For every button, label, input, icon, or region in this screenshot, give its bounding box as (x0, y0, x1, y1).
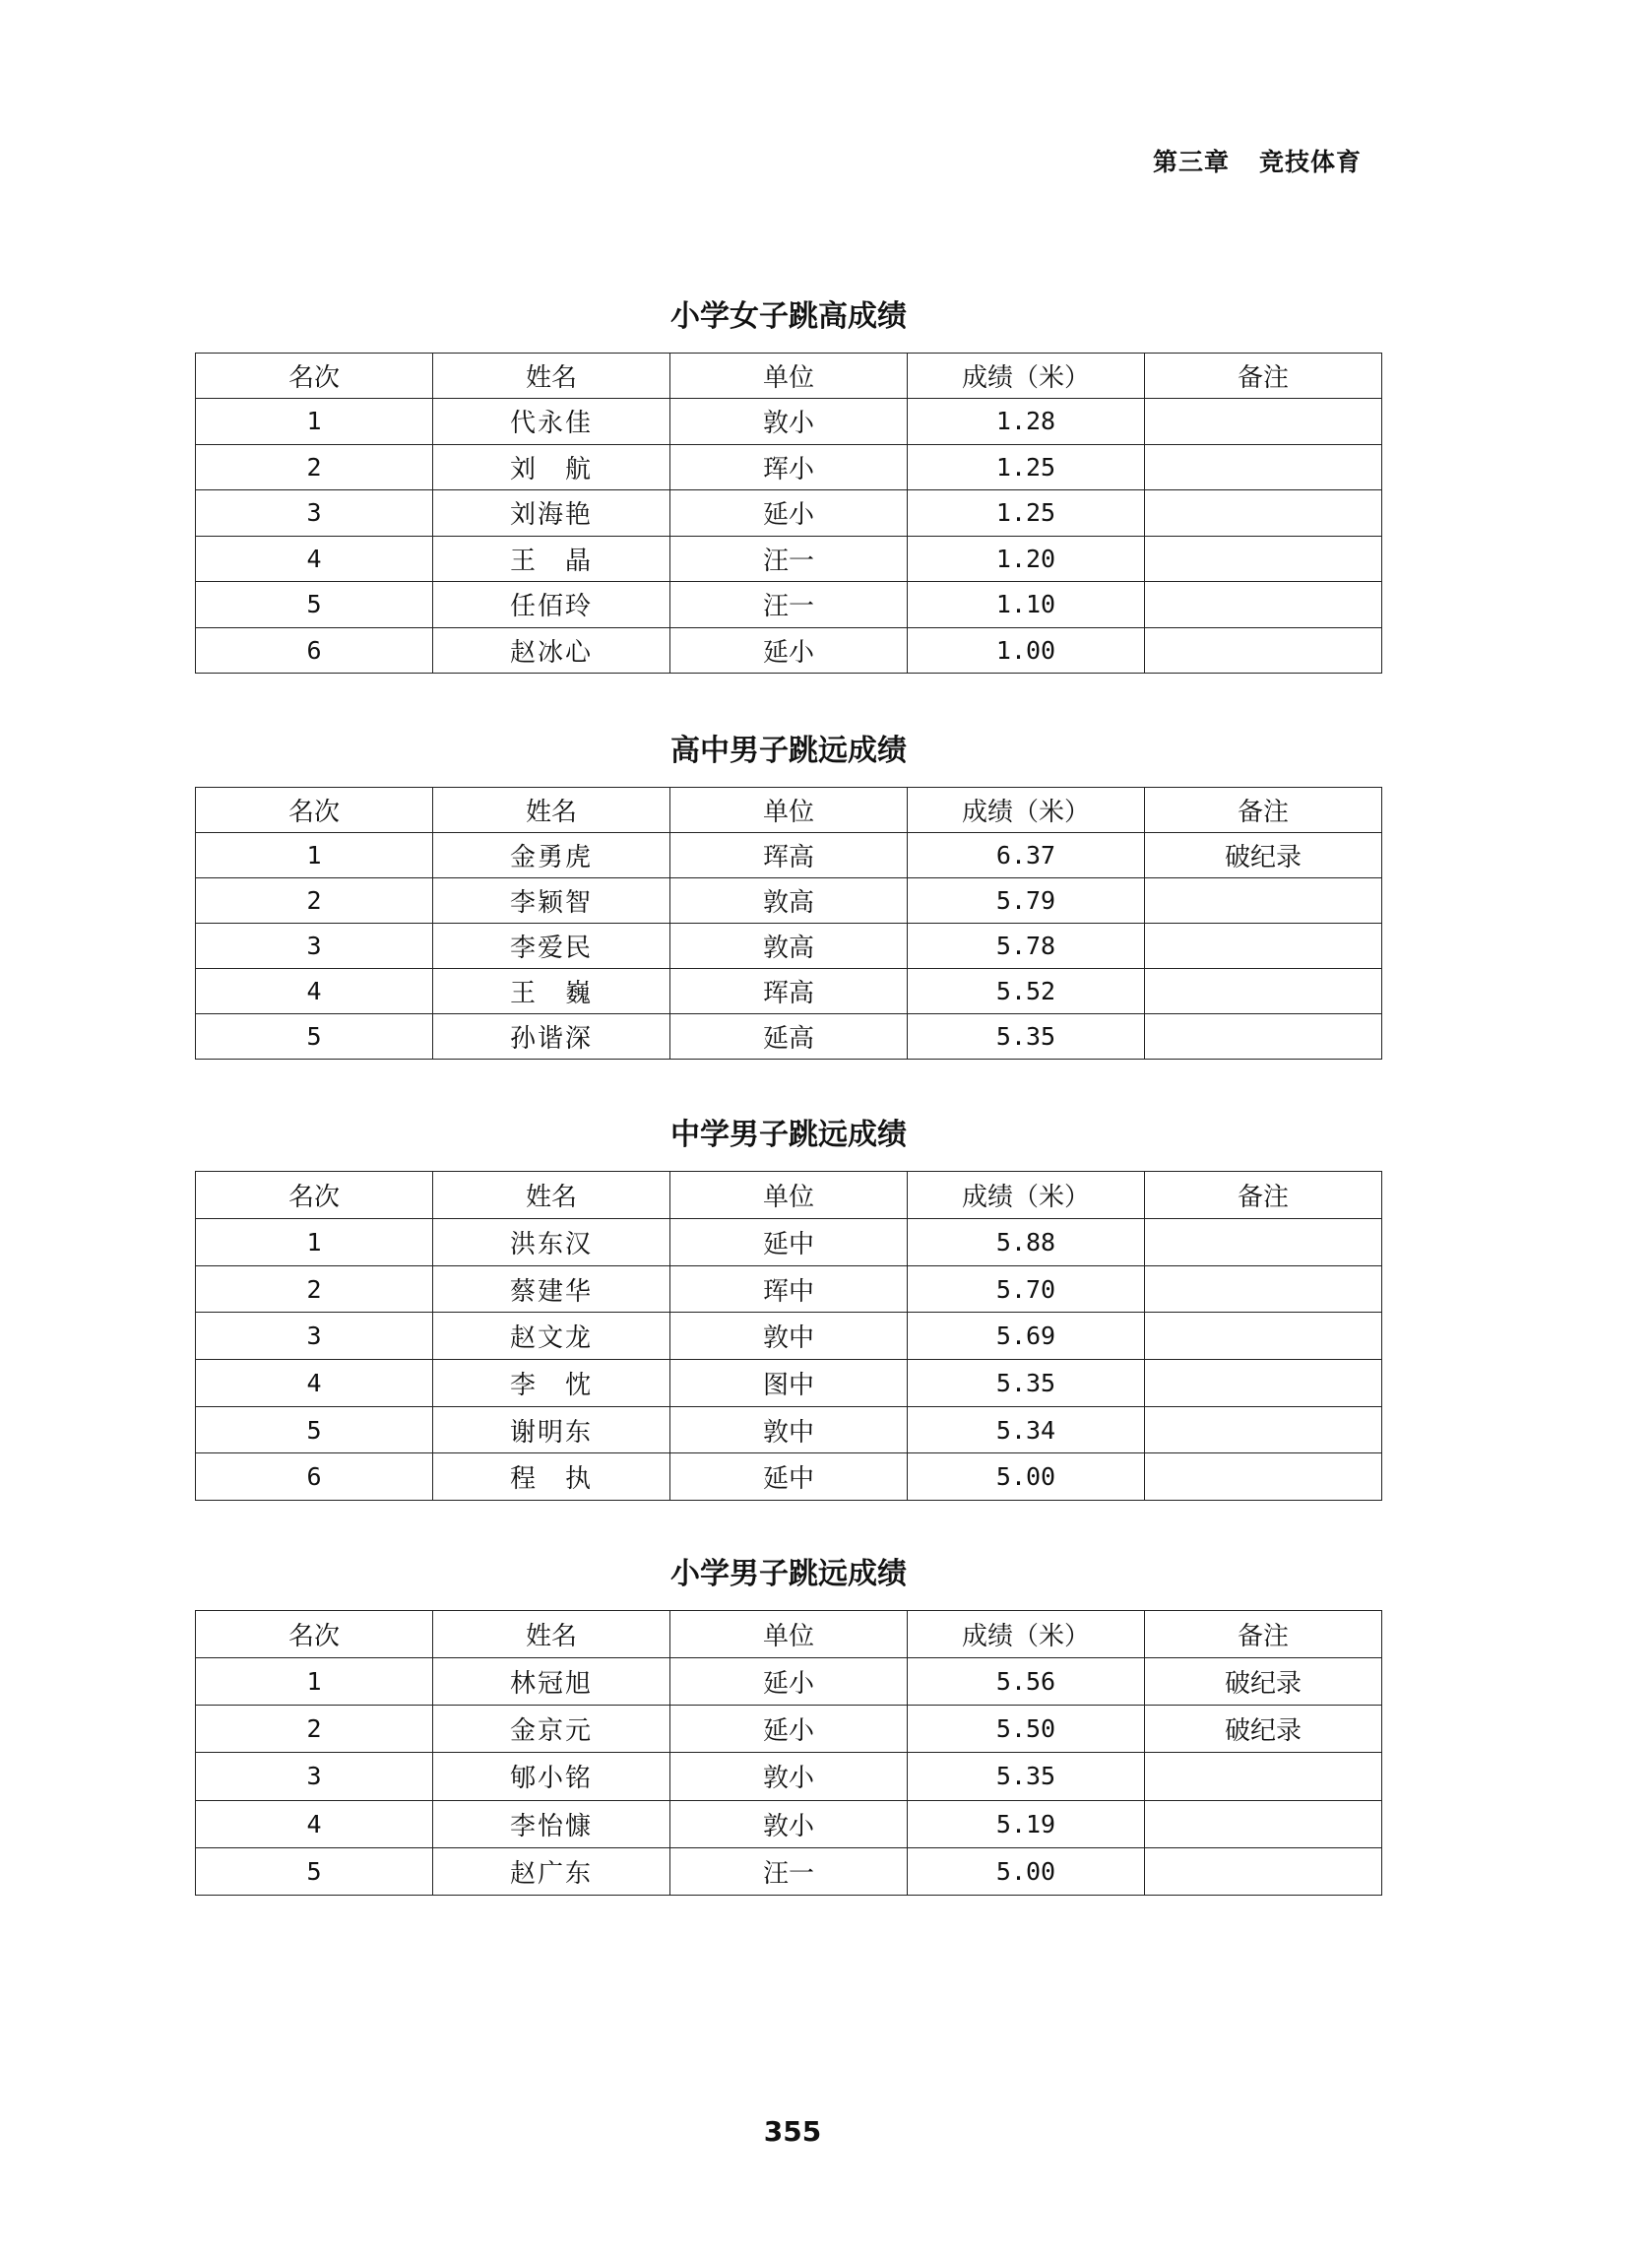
rank-cell: 2 (196, 1265, 433, 1313)
rank-cell: 4 (196, 969, 433, 1014)
unit-cell: 延小 (670, 627, 908, 674)
note-cell (1145, 1453, 1382, 1501)
table-row (196, 1706, 1382, 1753)
note-cell (1145, 1360, 1382, 1407)
column-header: 姓名 (433, 1172, 670, 1219)
column-header: 成绩（米） (908, 1172, 1145, 1219)
table-row (196, 582, 1382, 628)
note-cell (1145, 1265, 1382, 1313)
rank-cell: 3 (196, 924, 433, 969)
unit-cell: 延中 (670, 1219, 908, 1266)
name-cell: 谢明东 (433, 1406, 670, 1453)
rank-cell: 5 (196, 1406, 433, 1453)
rank-cell: 3 (196, 1313, 433, 1360)
table-row (196, 1800, 1382, 1847)
unit-cell: 敦小 (670, 399, 908, 445)
column-header: 单位 (670, 1611, 908, 1658)
chapter-label: 第三章 (1152, 148, 1230, 176)
table-row (196, 399, 1382, 445)
rank-cell: 2 (196, 878, 433, 924)
name-cell: 金京元 (433, 1706, 670, 1753)
table-title: 小学男子跳远成绩 (670, 1557, 907, 1591)
name-cell: 刘海艳 (433, 490, 670, 537)
page-number: 355 (763, 2115, 822, 2148)
result-cell: 1.25 (908, 490, 1145, 537)
unit-cell: 延小 (670, 1658, 908, 1706)
note-cell (1145, 969, 1382, 1014)
rank-cell: 4 (196, 536, 433, 582)
table-row (196, 490, 1382, 537)
result-cell: 1.10 (908, 582, 1145, 628)
rank-cell: 1 (196, 1658, 433, 1706)
name-cell: 孙谐深 (433, 1014, 670, 1060)
result-cell: 5.35 (908, 1014, 1145, 1060)
name-cell: 李颖智 (433, 878, 670, 924)
table-title: 中学男子跳远成绩 (670, 1118, 907, 1152)
note-cell (1145, 536, 1382, 582)
column-header: 备注 (1145, 788, 1382, 833)
result-cell: 5.50 (908, 1706, 1145, 1753)
name-cell: 林冠旭 (433, 1658, 670, 1706)
note-cell: 破纪录 (1145, 1658, 1382, 1706)
table-section (195, 295, 1382, 674)
note-cell (1145, 1219, 1382, 1266)
results-table (195, 787, 1382, 1060)
running-header (1153, 143, 1362, 178)
result-cell: 5.69 (908, 1313, 1145, 1360)
result-cell: 5.78 (908, 924, 1145, 969)
results-table (195, 1610, 1382, 1896)
table-row (196, 1219, 1382, 1266)
column-header: 名次 (196, 788, 433, 833)
rank-cell: 2 (196, 1706, 433, 1753)
unit-cell: 珲中 (670, 1265, 908, 1313)
column-header: 备注 (1145, 1611, 1382, 1658)
name-cell: 李爱民 (433, 924, 670, 969)
rank-cell: 2 (196, 444, 433, 490)
name-cell: 李怡慷 (433, 1800, 670, 1847)
unit-cell: 珲高 (670, 969, 908, 1014)
name-cell: 金勇虎 (433, 833, 670, 878)
unit-cell: 敦中 (670, 1406, 908, 1453)
rank-cell: 6 (196, 627, 433, 674)
result-cell: 5.56 (908, 1658, 1145, 1706)
table-row (196, 1847, 1382, 1895)
column-header: 备注 (1145, 354, 1382, 399)
note-cell (1145, 582, 1382, 628)
results-table (195, 353, 1382, 674)
name-cell: 任佰玲 (433, 582, 670, 628)
table-row (196, 924, 1382, 969)
result-cell: 5.52 (908, 969, 1145, 1014)
name-cell: 赵广东 (433, 1847, 670, 1895)
note-cell (1145, 627, 1382, 674)
table-header-row (196, 788, 1382, 833)
unit-cell: 汪一 (670, 1847, 908, 1895)
table-row (196, 1014, 1382, 1060)
name-cell: 程 执 (433, 1453, 670, 1501)
rank-cell: 1 (196, 399, 433, 445)
result-cell: 5.00 (908, 1453, 1145, 1501)
table-row (196, 536, 1382, 582)
rank-cell: 3 (196, 490, 433, 537)
result-cell: 5.35 (908, 1360, 1145, 1407)
name-cell: 郇小铭 (433, 1753, 670, 1800)
unit-cell: 汪一 (670, 582, 908, 628)
unit-cell: 延小 (670, 1706, 908, 1753)
note-cell (1145, 444, 1382, 490)
name-cell: 洪东汉 (433, 1219, 670, 1266)
note-cell: 破纪录 (1145, 1706, 1382, 1753)
result-cell: 1.20 (908, 536, 1145, 582)
name-cell: 王 晶 (433, 536, 670, 582)
name-cell: 代永佳 (433, 399, 670, 445)
unit-cell: 延小 (670, 490, 908, 537)
chapter-title: 竞技体育 (1258, 148, 1362, 176)
note-cell (1145, 1014, 1382, 1060)
table-row (196, 1453, 1382, 1501)
name-cell: 李 忱 (433, 1360, 670, 1407)
rank-cell: 5 (196, 1014, 433, 1060)
column-header: 名次 (196, 1611, 433, 1658)
table-row (196, 969, 1382, 1014)
column-header: 单位 (670, 788, 908, 833)
rank-cell: 1 (196, 1219, 433, 1266)
unit-cell: 敦小 (670, 1753, 908, 1800)
result-cell: 5.00 (908, 1847, 1145, 1895)
table-row (196, 444, 1382, 490)
note-cell (1145, 1753, 1382, 1800)
table-row (196, 1360, 1382, 1407)
column-header: 姓名 (433, 354, 670, 399)
column-header: 备注 (1145, 1172, 1382, 1219)
table-row (196, 1753, 1382, 1800)
column-header: 姓名 (433, 788, 670, 833)
note-cell (1145, 399, 1382, 445)
table-section (195, 1114, 1382, 1501)
table-section (195, 730, 1382, 1060)
note-cell (1145, 490, 1382, 537)
column-header: 单位 (670, 354, 908, 399)
note-cell (1145, 878, 1382, 924)
unit-cell: 敦中 (670, 1313, 908, 1360)
note-cell (1145, 1406, 1382, 1453)
name-cell: 刘 航 (433, 444, 670, 490)
unit-cell: 珲小 (670, 444, 908, 490)
name-cell: 蔡建华 (433, 1265, 670, 1313)
note-cell: 破纪录 (1145, 833, 1382, 878)
table-header-row (196, 1611, 1382, 1658)
column-header: 名次 (196, 1172, 433, 1219)
table-row (196, 1313, 1382, 1360)
column-header: 成绩（米） (908, 1611, 1145, 1658)
rank-cell: 3 (196, 1753, 433, 1800)
rank-cell: 1 (196, 833, 433, 878)
result-cell: 1.25 (908, 444, 1145, 490)
column-header: 名次 (196, 354, 433, 399)
table-row (196, 1265, 1382, 1313)
column-header: 姓名 (433, 1611, 670, 1658)
table-row (196, 1406, 1382, 1453)
result-cell: 5.19 (908, 1800, 1145, 1847)
rank-cell: 5 (196, 1847, 433, 1895)
table-title: 小学女子跳高成绩 (670, 299, 907, 334)
column-header: 单位 (670, 1172, 908, 1219)
unit-cell: 敦高 (670, 878, 908, 924)
unit-cell: 敦小 (670, 1800, 908, 1847)
note-cell (1145, 1847, 1382, 1895)
unit-cell: 汪一 (670, 536, 908, 582)
rank-cell: 4 (196, 1800, 433, 1847)
rank-cell: 6 (196, 1453, 433, 1501)
column-header: 成绩（米） (908, 354, 1145, 399)
result-cell: 5.70 (908, 1265, 1145, 1313)
name-cell: 赵冰心 (433, 627, 670, 674)
table-header-row (196, 1172, 1382, 1219)
result-cell: 6.37 (908, 833, 1145, 878)
results-table (195, 1171, 1382, 1501)
unit-cell: 延中 (670, 1453, 908, 1501)
result-cell: 5.79 (908, 878, 1145, 924)
rank-cell: 4 (196, 1360, 433, 1407)
table-row (196, 627, 1382, 674)
column-header: 成绩（米） (908, 788, 1145, 833)
note-cell (1145, 924, 1382, 969)
result-cell: 1.28 (908, 399, 1145, 445)
name-cell: 王 巍 (433, 969, 670, 1014)
result-cell: 5.34 (908, 1406, 1145, 1453)
table-header-row (196, 354, 1382, 399)
unit-cell: 延高 (670, 1014, 908, 1060)
result-cell: 5.88 (908, 1219, 1145, 1266)
result-cell: 1.00 (908, 627, 1145, 674)
unit-cell: 图中 (670, 1360, 908, 1407)
table-row (196, 878, 1382, 924)
unit-cell: 珲高 (670, 833, 908, 878)
table-row (196, 1658, 1382, 1706)
note-cell (1145, 1313, 1382, 1360)
table-section (195, 1553, 1382, 1896)
table-title: 高中男子跳远成绩 (670, 734, 907, 768)
rank-cell: 5 (196, 582, 433, 628)
result-cell: 5.35 (908, 1753, 1145, 1800)
name-cell: 赵文龙 (433, 1313, 670, 1360)
unit-cell: 敦高 (670, 924, 908, 969)
note-cell (1145, 1800, 1382, 1847)
table-row (196, 833, 1382, 878)
